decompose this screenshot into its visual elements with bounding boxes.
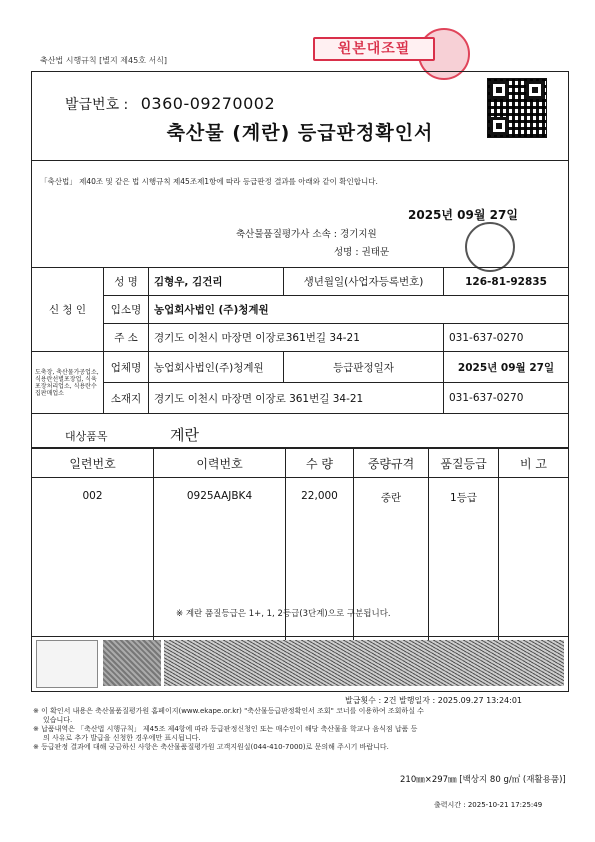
remarks: [499, 478, 569, 642]
trace-number: 0925AAJBK4: [154, 478, 286, 642]
issue-number-line: [65, 94, 275, 114]
grade-header-serial: 일련번호: [32, 449, 154, 478]
issue-meta: 발급횟수 : 2건 발행일자 : 2025.09.27 13:24:01: [345, 696, 523, 705]
company-name: 농업회사법인 (주)청계원: [149, 296, 569, 324]
applicant-section-label: 신 청 인: [32, 268, 104, 352]
quantity: 22,000: [286, 478, 354, 642]
issue-number-label: 발급번호 :: [65, 97, 129, 113]
evaluator-agency: 축산물품질평가사 소속 : 경기지원: [236, 229, 377, 240]
business-name: 농업회사법인(주)청계원: [149, 352, 284, 383]
qr-corner: [490, 117, 508, 135]
grade-header-weight: 중량규격: [354, 449, 429, 478]
grade-header-quantity: 수 량: [286, 449, 354, 478]
applicant-info-table: [31, 267, 569, 414]
confirmation-date: 2025년 09월 27일: [408, 208, 518, 222]
birth-label: 생년월일(사업자등록번호): [284, 268, 444, 296]
original-verified-stamp: 원본대조필: [313, 37, 435, 61]
facility-location: 경기도 이천시 마장면 이장로 361번길 34-21: [149, 383, 444, 414]
document-title: 축산물 (계란) 등급판정확인서: [166, 122, 434, 144]
evaluator-seal: [465, 222, 515, 272]
location-label: 소재지: [104, 383, 149, 414]
business-registration-number: 126-81-92835: [444, 268, 569, 296]
evaluator-name: 성명 : 권태문: [334, 247, 390, 258]
serial-number: 002: [32, 478, 154, 642]
qr-code[interactable]: [487, 78, 547, 138]
grade-header-trace: 이력번호: [154, 449, 286, 478]
grade-header-remarks: 비 고: [499, 449, 569, 478]
footnote-2: ※ 납품내역은 「축산법 시행규칙」 제45조 제4항에 따라 등급판정신청인 또는 매수인이 해당 축산물을 학교나 음식점 납품 등: [33, 725, 418, 733]
masked-content: [164, 640, 564, 686]
footnote-3: ※ 등급판정 결과에 대해 궁금하신 사항은 축산물품질평가원 고객지원실(044-410-7000)로 문의해 주시기 바랍니다.: [33, 743, 389, 751]
quality-grade: 1등급: [429, 478, 499, 642]
law-reference-text: 「축산법」 제40조 및 같은 법 시행규칙 제45조제1항에 따라 등급판정 결과를 아래와 같이 확인합니다.: [40, 177, 378, 186]
qr-corner: [490, 81, 508, 99]
business-name-label: 업체명: [104, 352, 149, 383]
grade-header-quality: 품질등급: [429, 449, 499, 478]
printed-time: 출력시간 : 2025-10-21 17:25:49: [434, 801, 543, 809]
footnotes: [33, 707, 563, 752]
paper-spec: 210㎜×297㎜ [백상지 80 g/㎡ (재활용품)]: [400, 775, 566, 785]
target-item-label: 대상품목: [65, 430, 108, 443]
facility-phone: 031-637-0270: [444, 383, 569, 414]
company-label: 입소명: [104, 296, 149, 324]
qr-corner: [526, 81, 544, 99]
form-reference: 축산법 시행규칙 [별지 제45호 서식]: [40, 56, 168, 65]
footnote-1-cont: 있습니다.: [43, 716, 73, 724]
masked-seal: [103, 640, 161, 686]
weight-spec: 중란: [354, 478, 429, 642]
facility-section-label: 도축장, 축산물가공업소, 식용란선별포장업, 식육포장처리업소, 식용란수집판매업소: [32, 352, 104, 414]
applicant-name: 김형우, 김건리: [149, 268, 284, 296]
issue-number: 0360-09270002: [140, 94, 276, 113]
grade-note: ※ 계란 품질등급은 1+, 1, 2등급(3단계)으로 구분됩니다.: [176, 609, 391, 619]
divider: [31, 160, 568, 161]
footnote-2-cont: 의 사유로 추가 발급을 신청한 경우에만 표시됩니다.: [43, 734, 201, 742]
target-item-value: 계란: [170, 426, 199, 444]
address-label: 주 소: [104, 324, 149, 352]
target-item-row: [31, 420, 568, 448]
blank-box: [36, 640, 98, 688]
grading-date: 2025년 09월 27일: [444, 352, 569, 383]
applicant-address: 경기도 이천시 마장면 이장로361번길 34-21: [149, 324, 444, 352]
footnote-1: ※ 이 확인서 내용은 축산물품질평가원 홈페이지(www.ekape.or.kr) "축산물등급판정확인서 조회" 코너를 이용하여 조회하실 수: [33, 707, 424, 715]
applicant-phone: 031-637-0270: [444, 324, 569, 352]
name-label: 성 명: [104, 268, 149, 296]
grading-date-label: 등급판정일자: [284, 352, 444, 383]
